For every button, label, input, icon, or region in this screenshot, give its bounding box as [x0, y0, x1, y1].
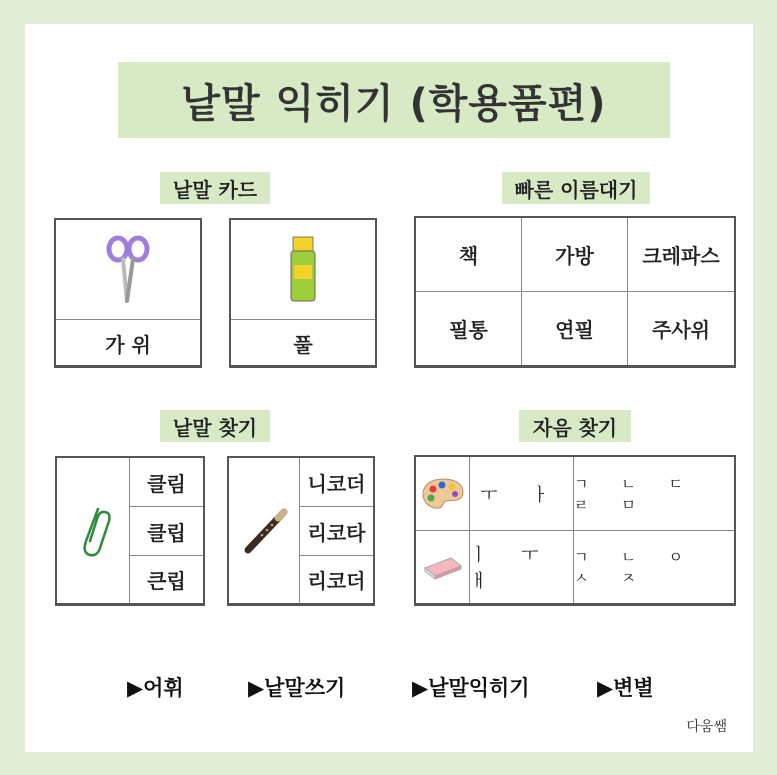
section-label-quick-naming: 빠른 이름대기	[502, 172, 650, 204]
word-card-label: 가 위	[105, 332, 151, 357]
paperclip-icon	[57, 458, 131, 603]
naming-cell[interactable]: 주사위	[652, 317, 710, 342]
naming-cell[interactable]: 연필	[522, 292, 628, 366]
scissors-icon	[56, 220, 200, 320]
section-label-find-consonant: 자음 찾기	[519, 410, 631, 442]
section-label-find-word: 낱말 찾기	[160, 410, 270, 442]
word-card-scissors[interactable]	[54, 218, 202, 368]
nav-link-vocabulary[interactable]: ▶어휘	[127, 676, 184, 700]
palette-icon	[416, 457, 470, 531]
vowel-cell[interactable]: ㅣ ㅜ ㅐ	[470, 531, 574, 603]
find-word-set-recorder	[227, 456, 375, 606]
word-option[interactable]: 클립	[129, 507, 203, 556]
word-card-glue[interactable]	[229, 218, 377, 368]
consonant-cell[interactable]: ㄱ ㄴ ㄷ ㄹ ㅁ	[574, 457, 734, 531]
nav-link-discrimination[interactable]: ▶변별	[597, 676, 654, 700]
naming-cell[interactable]: 필통	[416, 292, 522, 366]
find-consonant-table	[414, 455, 736, 606]
word-option[interactable]: 큰립	[129, 556, 203, 603]
vowel-cell[interactable]: ㅜ ㅏ	[470, 457, 574, 531]
author-credit: 다움쌤	[686, 719, 727, 735]
page-title: 낱말 익히기 (학용품편)	[118, 62, 670, 138]
naming-cell[interactable]: 책	[416, 218, 522, 292]
word-option[interactable]: 니코더	[299, 458, 373, 507]
section-label-word-cards: 낱말 카드	[160, 172, 270, 204]
recorder-icon	[229, 458, 301, 603]
eraser-icon	[416, 531, 470, 603]
find-word-set-paperclip	[55, 456, 205, 606]
naming-cell[interactable]: 크레파스	[628, 218, 734, 292]
word-card-label: 풀	[293, 332, 313, 357]
glue-stick-icon	[231, 220, 375, 320]
consonant-cell[interactable]: ㄱ ㄴ ㅇ ㅅ ㅈ	[574, 548, 698, 587]
word-option[interactable]: 클림	[129, 458, 203, 507]
quick-naming-grid	[414, 216, 736, 368]
nav-link-word-learning[interactable]: ▶낱말익히기	[412, 676, 530, 700]
nav-link-word-writing[interactable]: ▶낱말쓰기	[248, 676, 346, 700]
word-option[interactable]: 리코더	[299, 556, 373, 603]
naming-cell[interactable]: 가방	[522, 218, 628, 292]
word-option[interactable]: 리코타	[299, 507, 373, 556]
